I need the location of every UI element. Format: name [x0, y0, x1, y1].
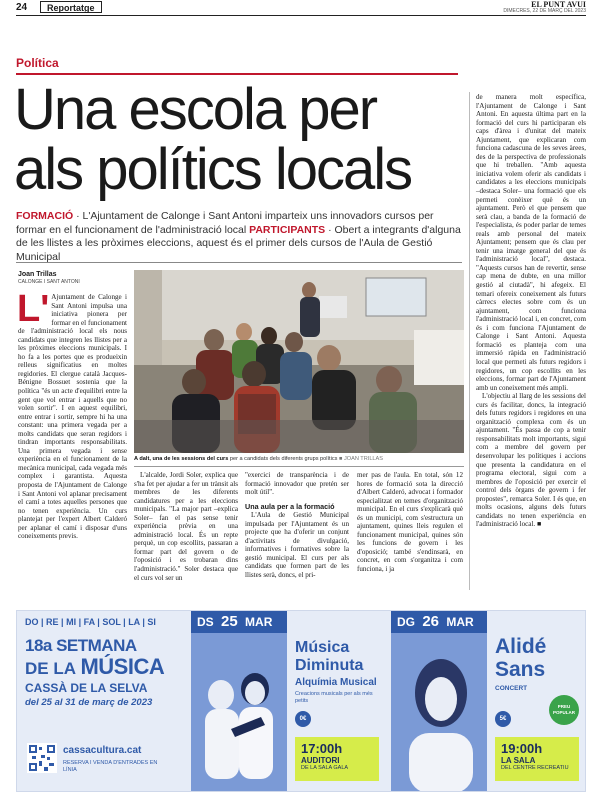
- paragraph: mer pas de l'aula. En total, són 12 hores de formació sota la direcció d'Albert Calderó, advocat i formador especialitzat en temes d'organització municipal. En el curs s'explicarà què és un municipi, com s'estructura un ajuntament, quines lleis regulen el funcionament municipal, quines són les funcions de govern i les d'oposició; també s'endinsarà, en concret, en com s'organitza i com funciona, i ja: [357, 471, 463, 574]
- dek-keyword-2: PARTICIPANTS: [249, 223, 326, 236]
- headline: [14, 77, 464, 202]
- paragraph: de manera molt específica, l'Ajuntament de Calonge i Sant Antoni. En aquesta última part en la formació del curs hi participaran els caps d'àrea i d'unitat del mateix Ajuntament, que explicaran com funciona cadascuna de les seves àrees, des de la perspectiva de professionals que hi treballen. "Amb aquesta iniciativa volem oferir als candidats i candidates a les eleccions municipals –destaca Soler– una formació que els permeti conèixer què és un ajuntament. Però el que pensem que serà clau, a banda de la formació de l'especialista, és poder parlar de temes reals amb personal del mateix Ajuntament; pensem que és clau per tenir una imatge general del que és l'administració local", destaca. "Aquests cursos han de revertir, sense cap mena de dubte, en una millor gestió al ciutadà", hi afegeix. El temari ofereix coneixement als futurs càrrecs electes sobre com és un ajuntament, com funciona l'administració local i, en concret, com és i com funciona l'Ajuntament de Calonge i Sant Antoni. Aquesta formació es planteja com una immersió ràpida en l'administració local que permeti als futurs regidors i regidores, un cop escollits en les eleccions, formar part de l'Ajuntament amb un coneixement més ampli.: [476, 93, 586, 392]
- note-do: DO: [25, 617, 39, 627]
- dek: [16, 210, 462, 264]
- event-2-title: [495, 635, 546, 681]
- event-2-photo: [391, 633, 487, 792]
- event-2-time: 19:00h: [501, 741, 543, 756]
- category-label: Política: [16, 56, 59, 70]
- event-1-month: MAR: [245, 615, 273, 629]
- event-2-subtitle: CONCERT: [495, 685, 528, 692]
- note-mi: MI: [66, 617, 77, 627]
- event-1: [191, 611, 387, 792]
- popular-price-text: PREU POPULAR: [552, 704, 575, 715]
- article-column-4: [357, 471, 463, 574]
- column-divider: [469, 92, 470, 590]
- category-rule: [16, 73, 458, 75]
- byline-place: CALONGE I SANT ANTONI: [18, 279, 80, 285]
- event-1-title: [295, 639, 363, 675]
- event-1-dow: DS: [197, 615, 214, 629]
- event-1-day: 25: [221, 613, 238, 630]
- article-column-5: [476, 93, 586, 529]
- qr-code: [27, 743, 57, 773]
- advertisement: [16, 610, 586, 792]
- event-2-price: 5€: [495, 711, 511, 727]
- performers-photo: [191, 633, 287, 792]
- event-2-time-box: [495, 737, 579, 781]
- event-1-subtitle: Alquímia Musical: [295, 677, 377, 688]
- event-1-desc: Creacions musicals per als més petits: [295, 691, 373, 704]
- article-photo: [134, 270, 464, 453]
- qr-code-icon: [29, 745, 55, 771]
- drop-cap: L': [17, 288, 50, 330]
- event-1-title-line-1: Música: [295, 639, 350, 656]
- event-1-venue-sub: DE LA SALA GALA: [301, 765, 349, 771]
- article-column-1: [17, 288, 127, 541]
- event-1-venue: AUDITORI: [301, 756, 340, 765]
- note-re: RE: [46, 617, 59, 627]
- caption-text: per a candidats dels diferents grups polítics: [228, 456, 338, 462]
- festival-place: CASSÀ DE LA SELVA: [25, 681, 148, 695]
- dek-text-1: · L'Ajuntament de Calonge i Sant Antoni imparteix uns innovadors cursos per formar en el funcionament de l'administració local: [16, 210, 434, 236]
- event-2: [391, 611, 586, 792]
- page-number: 24: [16, 2, 28, 13]
- festival-dates: del 25 al 31 de març de 2023: [25, 697, 153, 708]
- headline-line-2: als polítics locals: [14, 137, 412, 202]
- singer-photo: [391, 633, 487, 792]
- event-1-title-line-2: Diminuta: [295, 657, 364, 674]
- issue-date: DIMECRES, 22 DE MARÇ DEL 2023: [503, 8, 586, 14]
- music-notes-strip: DO | RE | MI | FA | SOL | LA | SI: [25, 617, 156, 627]
- note-sol: SOL: [102, 617, 121, 627]
- website-sub: RESERVA I VENDA D'ENTRADES EN LÍNIA: [63, 760, 158, 773]
- paragraph: L'alcalde, Jordi Soler, explica que s'ha fet per ajudar a fer un trànsit als membres de les diferents candidatures per a les eleccions municipals. "La major part –explica Soler– fan el pas sense tenir experiència prèvia en una administració local. És un repte perquè, un cop escollits, passaran a formar part del govern o de l'oposició i es trobaran dins l'administració." Soler destaca que el curs vol ser un: [134, 471, 238, 582]
- caption-bold: A dalt, una de les sessions del curs: [134, 456, 229, 462]
- masthead: EL PUNT AVUI: [531, 0, 586, 9]
- subheading: Una aula per a la formació: [245, 501, 335, 511]
- caption-rule: [134, 466, 464, 467]
- photo-credit: ■ JOAN TRILLAS: [337, 456, 384, 462]
- dek-text-2: · Obert a integrants d'alguna de les llistes a les pròximes eleccions, aquest és el primer dels cursos de l'Aula de Gestió Municipal: [16, 223, 461, 263]
- note-si: SI: [147, 617, 156, 627]
- header-rule: [16, 15, 586, 16]
- festival-musica: MÚSICA: [80, 654, 165, 679]
- event-1-time: 17:00h: [301, 741, 343, 756]
- event-1-date: [191, 611, 287, 633]
- page-header: [16, 0, 586, 14]
- paragraph: "exercici de transparència i de formació innovador que pretén ser molt útil".: [245, 471, 349, 497]
- note-la: LA: [128, 617, 140, 627]
- event-2-title-line-2: Sans: [495, 658, 546, 681]
- headline-line-1: Una escola per: [14, 77, 377, 142]
- event-2-venue: LA SALA: [501, 756, 536, 765]
- photo-caption: [134, 456, 464, 463]
- article-column-2: [134, 471, 238, 582]
- event-2-day: 26: [422, 613, 440, 630]
- note-fa: FA: [83, 617, 95, 627]
- dek-rule: [16, 262, 462, 263]
- event-2-month: MAR: [446, 615, 474, 629]
- dek-keyword-1: FORMACIÓ: [16, 210, 74, 222]
- event-1-time-box: [295, 737, 379, 781]
- event-2-date: [391, 611, 487, 633]
- section-label: Reportatge: [40, 1, 102, 13]
- event-2-venue-sub: DEL CENTRE RECREATIU: [501, 765, 569, 771]
- festival-edition: 18a SETMANA: [25, 636, 137, 655]
- event-2-title-line-1: Alidé: [495, 635, 547, 658]
- classroom-photo: [134, 270, 464, 453]
- event-2-dow: DG: [397, 615, 415, 629]
- paragraph: L'Aula de Gestió Municipal impulsada per l'Ajuntament és un projecte que ha d'oferir un conjunt d'activitats de divulgació, informatives i formatives sobre la gestió municipal. El curs per als candidats que formen part de les llistes serà, doncs, el pri-: [245, 511, 349, 580]
- byline: [18, 271, 128, 285]
- paragraph: L'objectiu al llarg de les sessions del curs és facilitar, doncs, la integració dels futurs regidors i regidores en una organització complexa com és un ajuntament. "És passa de cop a tenir responsabilitats molt importants, sigui com a membre del govern per desenvolupar les polítiques i accions que presenta la candidatura en el programa electoral, sigui com a membres de l'oposició per exercir el control dels òrgans de govern i fer propostes", remarca Soler. I és que, en molts ocasions, alguns dels futurs candidats no tenen experiència en l'administració local. ■: [476, 392, 586, 529]
- byline-author: Joan Trillas: [18, 271, 57, 278]
- event-1-photo: [191, 633, 287, 792]
- festival-title: [25, 654, 164, 680]
- popular-price-badge: [549, 695, 579, 725]
- event-1-price: 0€: [295, 711, 311, 727]
- website-label: cassacultura.cat: [63, 745, 142, 756]
- article-lead-text: Ajuntament de Calonge i Sant Antoni impulsa una iniciativa pionera per formar en el funcionament de l'administració local els nous candidats que integren les llistes per a les pròximes eleccions municipals. I ho fa a les portes que es produeixin relleus significatius en moltes regidories. El clergue català Jacques-Bénigne Bossuet sostenia que la política "és un acte d'equilibri entre la gent que vol entrar i aquells que no volen sortir". I en aquest equilibri, entre entrar i sortir, sempre hi ha una constant: una primera vegada per a molts candidats que seran regidors i tindran importants responsabilitats. Una primera vegada i sense experiència en el funcionament de la mecànica municipal, cada vegada més complex i garantista. Aquesta proposta de l'Ajuntament de Calonge i Sant Antoni vol aplanar precisament el camí a totes aquelles persones que no tenen experiència. Un curs plantejat per l'expert Albert Calderó per aplanar el camí i disposar d'uns coneixements previs.: [18, 293, 127, 541]
- article-column-3: [245, 471, 349, 580]
- festival-de: DE LA: [25, 659, 76, 678]
